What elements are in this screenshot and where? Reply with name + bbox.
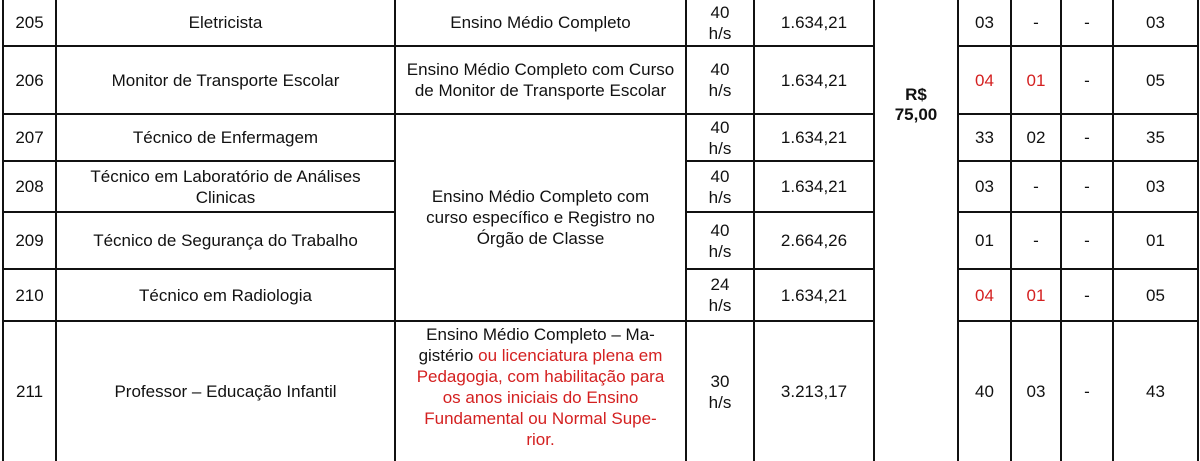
hours-value: 40 — [710, 117, 730, 137]
hours-value: 30 — [710, 371, 730, 391]
code-cell: 211 — [3, 321, 56, 461]
code-cell: 210 — [3, 269, 56, 321]
requirement-cell: Ensino Médio Completo com Curso de Monitor de Transporte Escolar — [395, 46, 686, 114]
hours-value: 24 — [710, 275, 730, 294]
registration-fee-cell — [874, 0, 958, 461]
hours-unit: h/s — [708, 296, 732, 315]
vacancies-ac-cell: 04 — [958, 269, 1011, 321]
hours-cell — [686, 46, 754, 114]
vacancies-pcd-cell: - — [1011, 0, 1061, 46]
position-cell: Eletricista — [56, 0, 395, 46]
hours-unit: h/s — [708, 23, 732, 43]
table-row — [3, 0, 1198, 46]
salary-cell: 1.634,21 — [754, 161, 874, 212]
hours-cell — [686, 0, 754, 46]
hours-unit: h/s — [708, 81, 732, 100]
vacancies-total-cell: 05 — [1113, 269, 1198, 321]
requirement-cell: Ensino Médio Completo — [395, 0, 686, 46]
hours-unit: h/s — [708, 138, 732, 158]
hours-unit: h/s — [708, 241, 732, 261]
hours-value: 40 — [710, 60, 730, 79]
hours-cell — [686, 114, 754, 161]
salary-cell: 2.664,26 — [754, 212, 874, 269]
requirement-cell: Ensino Médio Completo com curso específico e Registro no Órgão de Classe — [395, 114, 686, 321]
vacancies-other-cell: - — [1061, 0, 1113, 46]
hours-unit: h/s — [708, 187, 732, 207]
position-cell: Professor – Educação Infantil — [56, 321, 395, 461]
vacancies-table — [2, 0, 1199, 461]
position-cell: Técnico de Segurança do Trabalho — [56, 212, 395, 269]
vacancies-total-cell: 03 — [1113, 161, 1198, 212]
vacancies-pcd-cell: 02 — [1011, 114, 1061, 161]
requirement-highlight-text: ou licenciatura plena em Pedagogia, com habilitação para os anos iniciais do Ensino Fundamental ou Normal Supe-rior. — [416, 346, 665, 449]
vacancies-total-cell: 35 — [1113, 114, 1198, 161]
salary-cell: 3.213,17 — [754, 321, 874, 461]
code-cell: 205 — [3, 0, 56, 46]
salary-cell: 1.634,21 — [754, 269, 874, 321]
vacancies-pcd-cell: 01 — [1011, 46, 1061, 114]
vacancies-other-cell: - — [1061, 269, 1113, 321]
code-cell: 206 — [3, 46, 56, 114]
vacancies-ac-cell: 01 — [958, 212, 1011, 269]
position-cell: Técnico em Radiologia — [56, 269, 395, 321]
hours-cell — [686, 321, 754, 461]
hours-cell — [686, 212, 754, 269]
hours-cell — [686, 269, 754, 321]
vacancies-ac-cell: 40 — [958, 321, 1011, 461]
table-row — [3, 114, 1198, 161]
vacancies-ac-cell: 03 — [958, 161, 1011, 212]
requirement-cell — [395, 321, 686, 461]
vacancies-total-cell: 03 — [1113, 0, 1198, 46]
code-cell: 209 — [3, 212, 56, 269]
requirement-text: Ensino Médio Completo – Ma-gistério — [418, 325, 655, 365]
table-row — [3, 46, 1198, 114]
vacancies-ac-cell: 33 — [958, 114, 1011, 161]
vacancies-other-cell: - — [1061, 46, 1113, 114]
code-cell: 208 — [3, 161, 56, 212]
hours-value: 40 — [710, 2, 730, 22]
salary-cell: 1.634,21 — [754, 46, 874, 114]
vacancies-total-cell: 01 — [1113, 212, 1198, 269]
salary-cell: 1.634,21 — [754, 0, 874, 46]
vacancies-other-cell: - — [1061, 161, 1113, 212]
vacancies-other-cell: - — [1061, 212, 1113, 269]
vacancies-total-cell: 43 — [1113, 321, 1198, 461]
code-cell: 207 — [3, 114, 56, 161]
vacancies-pcd-cell: - — [1011, 212, 1061, 269]
hours-value: 40 — [710, 220, 730, 240]
vacancies-pcd-cell: 03 — [1011, 321, 1061, 461]
vacancies-ac-cell: 03 — [958, 0, 1011, 46]
position-cell: Técnico de Enfermagem — [56, 114, 395, 161]
fee-amount: 75,00 — [894, 105, 938, 124]
salary-cell: 1.634,21 — [754, 114, 874, 161]
position-cell: Monitor de Transporte Escolar — [56, 46, 395, 114]
hours-unit: h/s — [708, 392, 732, 412]
hours-value: 40 — [710, 166, 730, 186]
vacancies-pcd-cell: - — [1011, 161, 1061, 212]
vacancies-total-cell: 05 — [1113, 46, 1198, 114]
vacancies-pcd-cell: 01 — [1011, 269, 1061, 321]
vacancies-other-cell: - — [1061, 114, 1113, 161]
position-cell: Técnico em Laboratório de Análises Clinicas — [56, 161, 395, 212]
vacancies-other-cell: - — [1061, 321, 1113, 461]
table-row — [3, 321, 1198, 461]
hours-cell — [686, 161, 754, 212]
fee-currency: R$ — [905, 85, 927, 104]
vacancies-ac-cell: 04 — [958, 46, 1011, 114]
